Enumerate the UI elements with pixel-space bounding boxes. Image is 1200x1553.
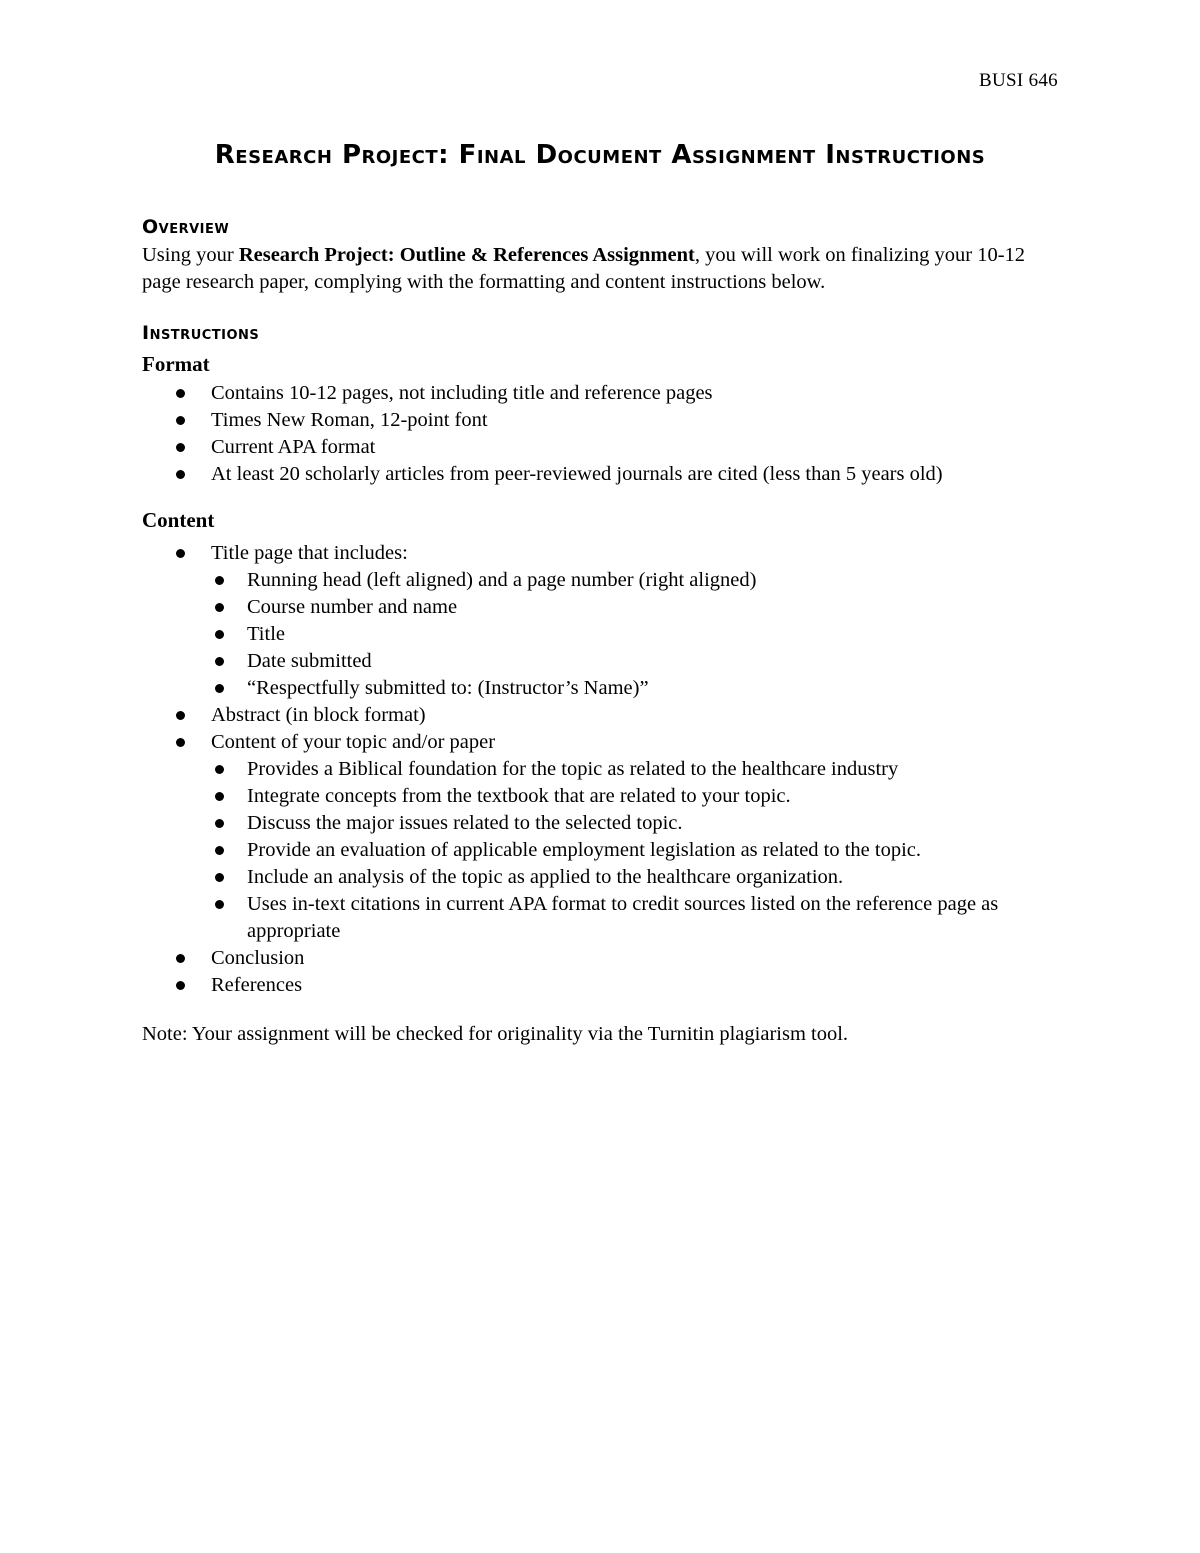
content-list: [142, 540, 1062, 999]
sub-list-item: Title: [211, 621, 1062, 648]
sub-list-item: Provides a Biblical foundation for the topic as related to the healthcare industry: [211, 756, 1062, 783]
sub-list-item: Integrate concepts from the textbook that are related to your topic.: [211, 783, 1062, 810]
topic-content-sublist: [211, 756, 1062, 945]
sub-list-item: Include an analysis of the topic as applied to the healthcare organization.: [211, 864, 1062, 891]
course-code-header: BUSI 646: [979, 70, 1058, 91]
format-list: [142, 380, 1062, 488]
list-item: [142, 540, 1062, 702]
sub-list-item: Course number and name: [211, 594, 1062, 621]
format-heading: Format: [142, 352, 210, 376]
list-item: Times New Roman, 12-point font: [142, 407, 1062, 434]
sub-list-item: Provide an evaluation of applicable employment legislation as related to the topic.: [211, 837, 1062, 864]
overview-text-before: Using your: [142, 244, 239, 266]
title-page-sublist: [211, 567, 1062, 702]
sub-list-item: Discuss the major issues related to the selected topic.: [211, 810, 1062, 837]
content-heading: Content: [142, 508, 215, 532]
list-item-text: Title page that includes:: [211, 542, 408, 564]
list-item: Abstract (in block format): [142, 702, 1062, 729]
sub-list-item: Uses in-text citations in current APA format to credit sources listed on the reference page as appropriate: [211, 891, 1062, 945]
overview-text-after: , you will work on finalizing your 10-12 page research paper, complying with the formatting and content instructions below.: [142, 244, 1026, 293]
sub-list-item: Running head (left aligned) and a page number (right aligned): [211, 567, 1062, 594]
overview-heading: Overview: [142, 216, 230, 238]
document-body: [142, 212, 1062, 1048]
sub-list-item: Date submitted: [211, 648, 1062, 675]
overview-assignment-name: Research Project: Outline & References Assignment: [238, 244, 695, 266]
instructions-heading: Instructions: [142, 322, 260, 344]
list-item: [142, 729, 1062, 945]
overview-paragraph: [142, 242, 1062, 296]
originality-note: Note: Your assignment will be checked for originality via the Turnitin plagiarism tool.: [142, 1023, 849, 1045]
list-item: Current APA format: [142, 434, 1062, 461]
sub-list-item: “Respectfully submitted to: (Instructor’s Name)”: [211, 675, 1062, 702]
list-item: References: [142, 972, 1062, 999]
list-item: At least 20 scholarly articles from peer-reviewed journals are cited (less than 5 years old): [142, 461, 1062, 488]
document-title: Research Project: Final Document Assignment Instructions: [214, 140, 986, 170]
list-item: Contains 10-12 pages, not including title and reference pages: [142, 380, 1062, 407]
list-item-text: Content of your topic and/or paper: [211, 731, 496, 753]
list-item: Conclusion: [142, 945, 1062, 972]
